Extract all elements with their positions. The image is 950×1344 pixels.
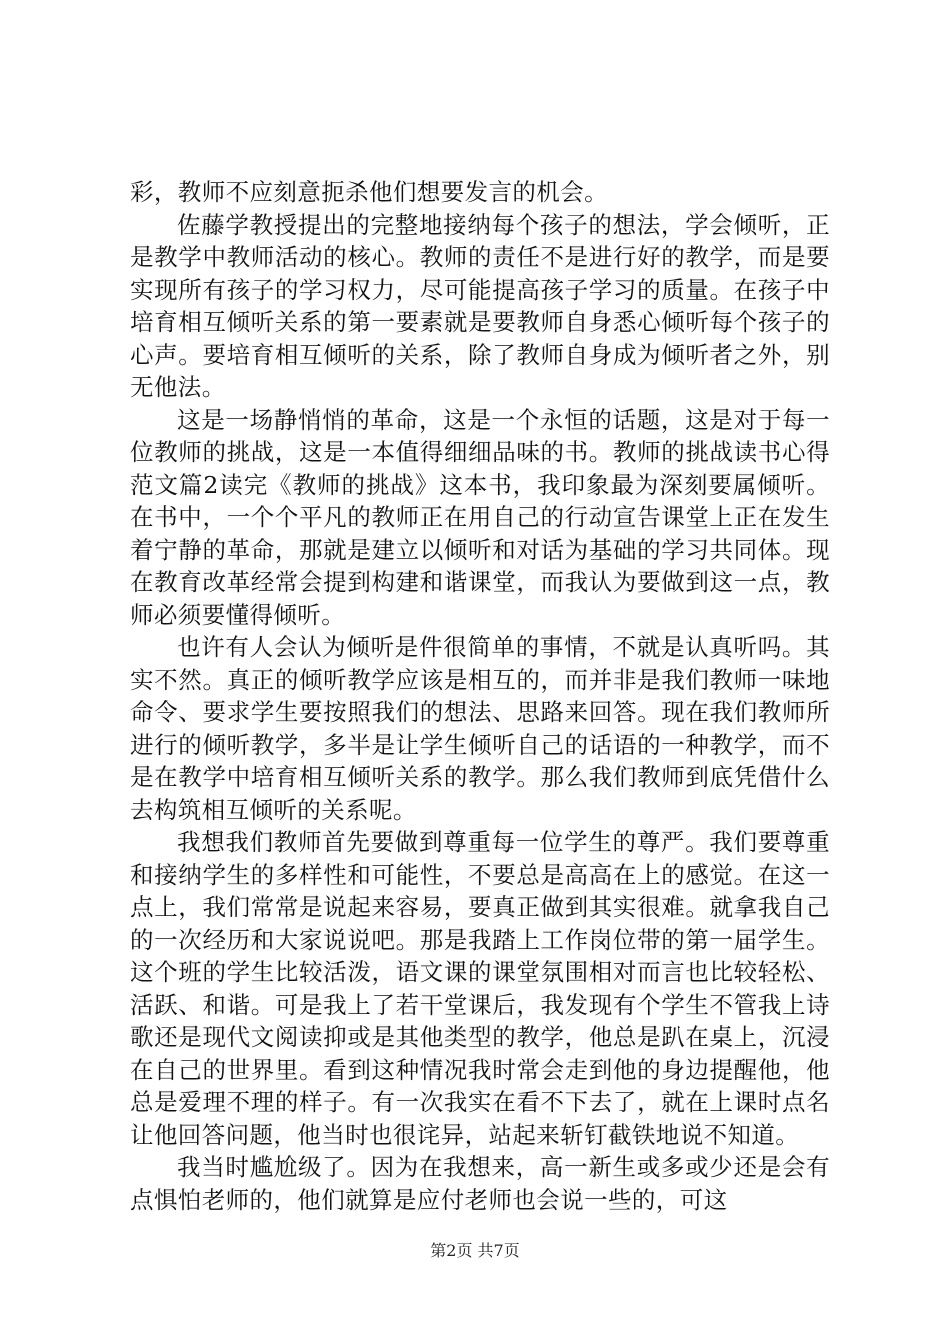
paragraph-2: 佐藤学教授提出的完整地接纳每个孩子的想法，学会倾听，正是教学中教师活动的核心。教师的责任不是进行好的教学，而是要实现所有孩子的学习权力，尽可能提高孩子学习的质量。在孩子中培育相互倾听关系的第一要素就是要教师自身悉心倾听每个孩子的心声。要培育相互倾听的关系，除了教师自身成为倾听者之外，别无他法。 [130, 210, 830, 401]
paragraph-6: 我当时尴尬级了。因为在我想来，高一新生或多或少还是会有点惧怕老师的，他们就算是应付老师也会说一些的，可这 [130, 1153, 830, 1214]
paragraph-3: 这是一场静悄悄的革命，这是一个永恒的话题，这是对于每一位教师的挑战，这是一本值得细细品味的书。教师的挑战读书心得范文篇2读完《教师的挑战》这本书，我印象最为深刻要属倾听。在书中，一个个平凡的教师正在用自己的行动宣告课堂上正在发生着宁静的革命，那就是建立以倾听和对话为基础的学习共同体。现在教育改革经常会提到构建和谐课堂，而我认为要做到这一点，教师必须要懂得倾听。 [130, 405, 830, 629]
paragraph-4: 也许有人会认为倾听是件很简单的事情，不就是认真听吗。其实不然。真正的倾听教学应该是相互的，而并非是我们教师一味地命令、要求学生要按照我们的想法、思路来回答。现在我们教师所进行的倾听教学，多半是让学生倾听自己的话语的一种教学，而不是在教学中培育相互倾听关系的教学。那么我们教师到底凭借什么去构筑相互倾听的关系呢。 [130, 633, 830, 824]
paragraph-5: 我想我们教师首先要做到尊重每一位学生的尊严。我们要尊重和接纳学生的多样性和可能性，不要总是高高在上的感觉。在这一点上，我们常常是说起来容易，要真正做到其实很难。就拿我自己的一次经历和大家说说吧。那是我踏上工作岗位带的第一届学生。这个班的学生比较活泼，语文课的课堂氛围相对而言也比较轻松、活跃、和谐。可是我上了若干堂课后，我发现有个学生不管我上诗歌还是现代文阅读抑或是其他类型的教学，他总是趴在桌上，沉浸在自己的世界里。看到这种情况我时常会走到他的身边提醒他，他总是爱理不理的样子。有一次我实在看不下去了，就在上课时点名让他回答问题，他当时也很诧异，站起来斩钉截铁地说不知道。 [130, 828, 830, 1149]
page-number-footer: 第2页 共7页 [430, 1241, 520, 1260]
paragraph-1: 彩，教师不应刻意扼杀他们想要发言的机会。 [130, 178, 608, 206]
document-body [130, 176, 830, 1216]
